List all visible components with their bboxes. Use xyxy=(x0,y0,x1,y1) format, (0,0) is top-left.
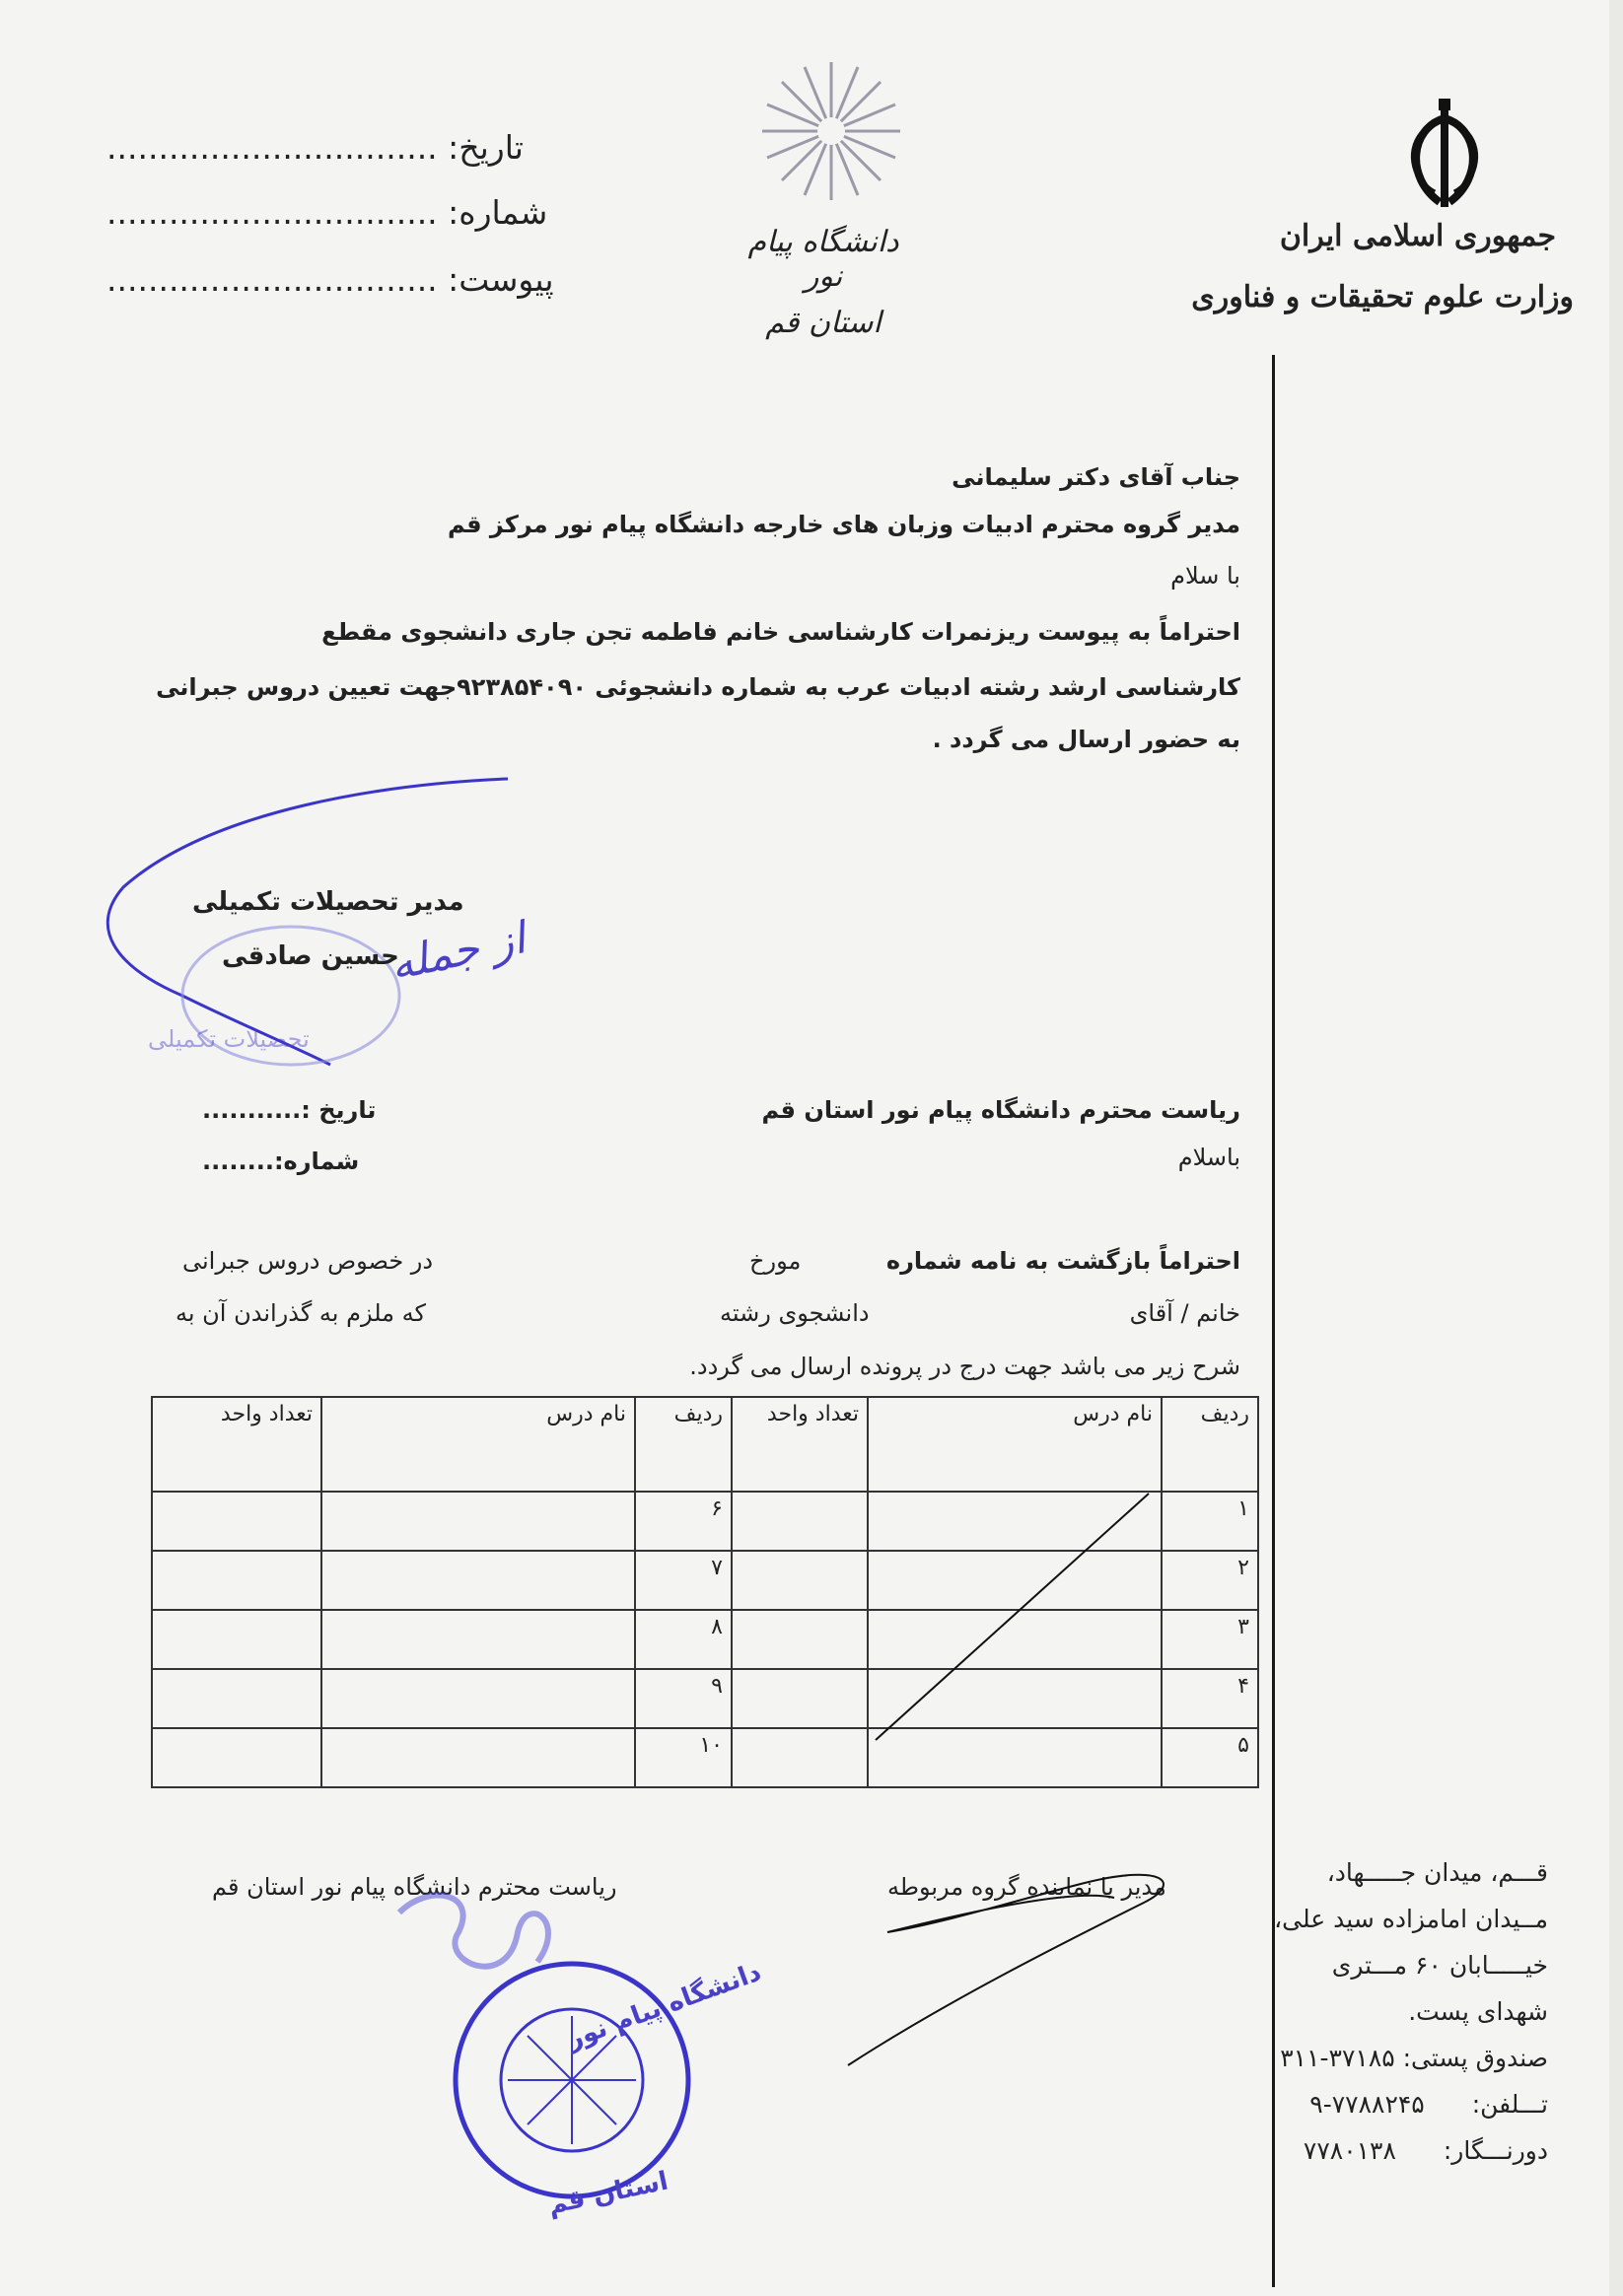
letter2-line3: شرح زیر می باشد جهت درج در پرونده ارسال می گردد. xyxy=(689,1353,1240,1380)
recipient-line: جناب آقای دکتر سلیمانی xyxy=(952,463,1240,491)
cell xyxy=(321,1492,635,1551)
letter2-line1-b: مورخ xyxy=(749,1247,802,1275)
cell: ۶ xyxy=(635,1492,732,1551)
stamp-text-1: تحصیلات تکمیلی xyxy=(148,1025,310,1053)
cell xyxy=(732,1551,868,1610)
fax-line xyxy=(1242,2127,1548,2174)
ministry-line: وزارت علوم تحقیقات و فناوری xyxy=(1191,280,1574,314)
university-stamp-icon xyxy=(389,1873,744,2228)
table-crossout-stroke xyxy=(868,1489,1154,1745)
address-line-2: مــیدان امامزاده سید علی، xyxy=(1274,1905,1548,1933)
cell xyxy=(152,1728,321,1787)
fax-label: دورنـــگار: xyxy=(1443,2136,1548,2165)
phone-line xyxy=(1242,2081,1548,2127)
fax-number: ۷۷۸۰۱۳۸ xyxy=(1303,2136,1396,2165)
cell xyxy=(732,1728,868,1787)
phone-number: ۷۷۸۸۲۴۵-۹ xyxy=(1309,2090,1425,2119)
stamp-top-text: دانشگاه پیام نور xyxy=(563,1957,765,2055)
letter2-line1-c: در خصوص دروس جبرانی xyxy=(182,1247,434,1275)
cell: ۷ xyxy=(635,1551,732,1610)
header-row-no-2: ردیف xyxy=(635,1397,732,1492)
signature-1-name: حسین صادقی xyxy=(222,941,399,971)
university-logo-icon xyxy=(757,57,905,205)
stamp-bottom-text: استان قم xyxy=(545,2166,671,2221)
cell: ۱ xyxy=(1162,1492,1258,1551)
letter2-line1-a: احتراماً بازگشت به نامه شماره xyxy=(885,1247,1240,1275)
address-line-1: قـــم، میدان جـــــهاد، xyxy=(1326,1858,1548,1887)
phone-label: تـــلفن: xyxy=(1471,2090,1548,2119)
greeting-line: با سلام xyxy=(1170,562,1240,590)
cell xyxy=(732,1669,868,1728)
date-dots: ................................ xyxy=(106,128,438,167)
attachment-dots: ................................ xyxy=(106,260,438,299)
header-course-name-2: نام درس xyxy=(321,1397,635,1492)
header-course-name: نام درس xyxy=(868,1397,1162,1492)
cell xyxy=(152,1551,321,1610)
address-block xyxy=(1242,1849,1548,2174)
letter2-date: تاریخ :........... xyxy=(202,1096,377,1124)
university-name: دانشگاه پیام نور xyxy=(747,225,899,294)
postbox: صندوق پستی: ۳۷۱۸۵-۳۱۱ xyxy=(1280,2044,1548,2072)
body-line-1: احتراماً به پیوست ریزنمرات کارشناسی خانم فاطمه تجن جاری دانشجوی مقطع xyxy=(321,618,1240,646)
scan-edge xyxy=(1609,0,1623,2296)
header-units-2: تعداد واحد xyxy=(152,1397,321,1492)
letter2-recipient: ریاست محترم دانشگاه پیام نور استان قم xyxy=(761,1096,1240,1124)
number-label: شماره: xyxy=(448,193,548,232)
handwritten-note: از جمله xyxy=(386,913,530,991)
cell xyxy=(321,1551,635,1610)
date-field xyxy=(106,128,524,167)
letter2-line2-b: دانشجوی رشته xyxy=(720,1299,870,1327)
cell: ۴ xyxy=(1162,1669,1258,1728)
number-field xyxy=(106,193,547,232)
signature-1-title: مدیر تحصیلات تکمیلی xyxy=(192,887,464,917)
letter2-line2-a: خانم / آقای xyxy=(1129,1299,1240,1327)
cell xyxy=(321,1728,635,1787)
letter2-line2-c: که ملزم به گذراندن آن به xyxy=(176,1299,426,1327)
cell: ۵ xyxy=(1162,1728,1258,1787)
body-line-2: کارشناسی ارشد رشته ادبیات عرب به شماره دانشجوئی ۹۲۳۸۵۴۰۹۰جهت تعیین دروس جبرانی xyxy=(156,673,1240,701)
cell xyxy=(732,1492,868,1551)
attachment-label: پیوست: xyxy=(448,260,554,299)
footer-left-signature: ریاست محترم دانشگاه پیام نور استان قم xyxy=(212,1873,617,1901)
footer-right-signature: مدیر یا نماینده گروه مربوطه xyxy=(887,1873,1166,1901)
country-line: جمهوری اسلامی ایران xyxy=(1279,219,1556,253)
cell xyxy=(321,1610,635,1669)
body-line-3: به حضور ارسال می گردد . xyxy=(932,726,1240,753)
letter2-number: شماره:........ xyxy=(202,1148,360,1175)
address-line-4: شهدای پست. xyxy=(1408,1997,1548,2026)
iran-emblem-icon xyxy=(1390,99,1499,217)
cell: ۹ xyxy=(635,1669,732,1728)
cell: ۱۰ xyxy=(635,1728,732,1787)
cell: ۲ xyxy=(1162,1551,1258,1610)
attachment-field xyxy=(106,260,554,299)
cell xyxy=(732,1610,868,1669)
cell xyxy=(321,1669,635,1728)
cell xyxy=(152,1669,321,1728)
date-label: تاریخ: xyxy=(448,128,524,167)
university-province: استان قم xyxy=(765,306,882,340)
letter2-greeting: باسلام xyxy=(1177,1144,1240,1171)
cell xyxy=(152,1492,321,1551)
address-line-3: خیـــــابان ۶۰ مـــتری xyxy=(1331,1951,1548,1980)
header-units: تعداد واحد xyxy=(732,1397,868,1492)
cell xyxy=(152,1610,321,1669)
cell: ۳ xyxy=(1162,1610,1258,1669)
recipient-title-line: مدیر گروه محترم ادبیات وزبان های خارجه دانشگاه پیام نور مرکز قم xyxy=(448,511,1240,538)
header-row-no: ردیف xyxy=(1162,1397,1258,1492)
number-dots: ................................ xyxy=(106,193,438,232)
table-header-row xyxy=(152,1397,1258,1492)
cell: ۸ xyxy=(635,1610,732,1669)
